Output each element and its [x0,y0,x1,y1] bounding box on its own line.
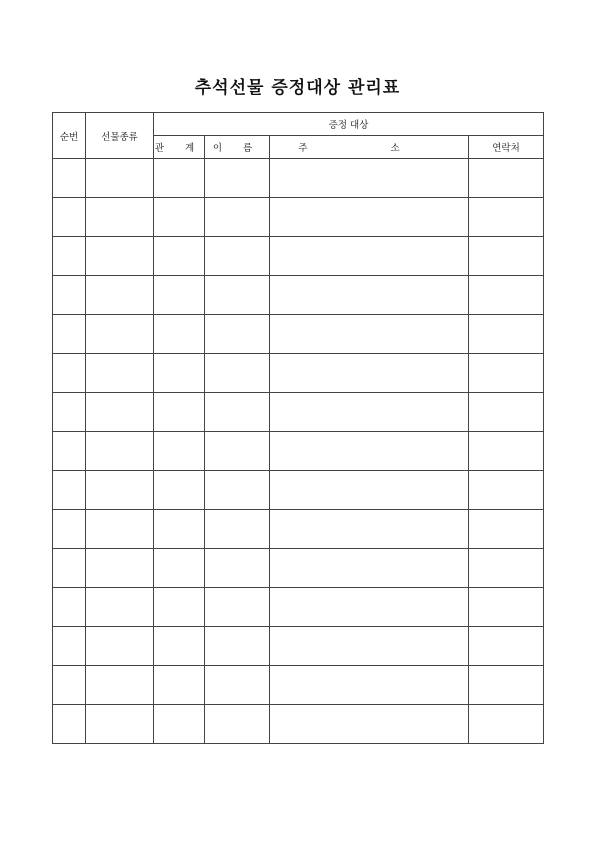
table-row [53,315,544,354]
cell-contact[interactable] [469,159,544,198]
cell-name[interactable] [205,471,270,510]
table-row [53,432,544,471]
cell-contact[interactable] [469,315,544,354]
cell-seq[interactable] [53,627,86,666]
header-name: 이 름 [205,136,270,159]
cell-gift-type[interactable] [86,354,154,393]
cell-name[interactable] [205,432,270,471]
cell-address[interactable] [270,471,469,510]
cell-relation[interactable] [154,198,205,237]
cell-relation[interactable] [154,237,205,276]
cell-address[interactable] [270,549,469,588]
cell-relation[interactable] [154,705,205,744]
cell-seq[interactable] [53,354,86,393]
table-body [53,159,544,744]
cell-relation[interactable] [154,354,205,393]
cell-contact[interactable] [469,549,544,588]
cell-seq[interactable] [53,432,86,471]
cell-contact[interactable] [469,354,544,393]
header-relation: 관 계 [154,136,205,159]
cell-gift-type[interactable] [86,627,154,666]
cell-relation[interactable] [154,276,205,315]
cell-contact[interactable] [469,237,544,276]
cell-address[interactable] [270,393,469,432]
cell-gift-type[interactable] [86,432,154,471]
cell-address[interactable] [270,666,469,705]
cell-address[interactable] [270,276,469,315]
cell-address[interactable] [270,432,469,471]
cell-address[interactable] [270,627,469,666]
cell-gift-type[interactable] [86,510,154,549]
cell-name[interactable] [205,315,270,354]
cell-seq[interactable] [53,198,86,237]
cell-gift-type[interactable] [86,237,154,276]
cell-relation[interactable] [154,510,205,549]
cell-name[interactable] [205,237,270,276]
cell-address[interactable] [270,159,469,198]
cell-name[interactable] [205,549,270,588]
cell-seq[interactable] [53,159,86,198]
cell-seq[interactable] [53,315,86,354]
table-row [53,354,544,393]
cell-gift-type[interactable] [86,705,154,744]
cell-name[interactable] [205,510,270,549]
cell-address[interactable] [270,315,469,354]
cell-seq[interactable] [53,666,86,705]
cell-name[interactable] [205,393,270,432]
cell-address[interactable] [270,588,469,627]
cell-seq[interactable] [53,588,86,627]
table-row [53,471,544,510]
cell-contact[interactable] [469,471,544,510]
cell-relation[interactable] [154,666,205,705]
cell-relation[interactable] [154,549,205,588]
cell-name[interactable] [205,627,270,666]
cell-name[interactable] [205,159,270,198]
cell-relation[interactable] [154,393,205,432]
cell-contact[interactable] [469,432,544,471]
cell-relation[interactable] [154,432,205,471]
cell-relation[interactable] [154,471,205,510]
cell-name[interactable] [205,666,270,705]
header-contact: 연락처 [469,136,544,159]
cell-address[interactable] [270,705,469,744]
cell-contact[interactable] [469,198,544,237]
header-recipient-group: 증정 대상 [154,113,544,136]
cell-name[interactable] [205,705,270,744]
table-row [53,198,544,237]
cell-relation[interactable] [154,159,205,198]
cell-gift-type[interactable] [86,159,154,198]
cell-seq[interactable] [53,705,86,744]
table-row [53,666,544,705]
cell-gift-type[interactable] [86,666,154,705]
cell-gift-type[interactable] [86,393,154,432]
cell-contact[interactable] [469,510,544,549]
cell-gift-type[interactable] [86,198,154,237]
table-row [53,393,544,432]
table-row [53,705,544,744]
cell-name[interactable] [205,354,270,393]
cell-seq[interactable] [53,276,86,315]
cell-gift-type[interactable] [86,549,154,588]
table-row [53,237,544,276]
cell-name[interactable] [205,198,270,237]
header-gift-type: 선물종류 [86,113,154,159]
cell-seq[interactable] [53,549,86,588]
cell-gift-type[interactable] [86,315,154,354]
cell-seq[interactable] [53,471,86,510]
cell-contact[interactable] [469,276,544,315]
cell-address[interactable] [270,510,469,549]
cell-address[interactable] [270,237,469,276]
cell-seq[interactable] [53,237,86,276]
header-address: 주 소 [270,136,469,159]
cell-gift-type[interactable] [86,471,154,510]
cell-contact[interactable] [469,393,544,432]
cell-address[interactable] [270,198,469,237]
cell-relation[interactable] [154,588,205,627]
cell-contact[interactable] [469,666,544,705]
cell-address[interactable] [270,354,469,393]
page-title: 추석선물 증정대상 관리표 [194,78,401,98]
cell-seq[interactable] [53,393,86,432]
cell-relation[interactable] [154,315,205,354]
cell-seq[interactable] [53,510,86,549]
cell-gift-type[interactable] [86,588,154,627]
cell-contact[interactable] [469,627,544,666]
cell-name[interactable] [205,276,270,315]
table-row [53,588,544,627]
table-row [53,510,544,549]
table-row [53,627,544,666]
cell-contact[interactable] [469,588,544,627]
header-seq: 순번 [53,113,86,159]
table-row [53,159,544,198]
cell-name[interactable] [205,588,270,627]
cell-relation[interactable] [154,627,205,666]
cell-contact[interactable] [469,705,544,744]
gift-recipient-table [52,112,544,744]
table-row [53,549,544,588]
table-row [53,276,544,315]
cell-gift-type[interactable] [86,276,154,315]
